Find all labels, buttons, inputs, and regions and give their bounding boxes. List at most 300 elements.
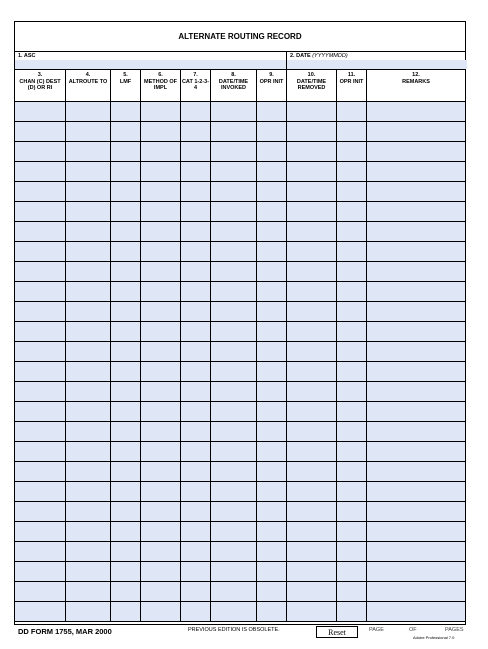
page-label: PAGE — [369, 627, 384, 633]
table-cell[interactable] — [337, 382, 367, 402]
table-cell[interactable] — [111, 322, 141, 342]
table-cell[interactable] — [66, 502, 111, 522]
column-number: 5. — [123, 72, 128, 78]
table-cell[interactable] — [211, 242, 257, 262]
table-cell[interactable] — [211, 122, 257, 142]
table-cell[interactable] — [141, 342, 181, 362]
routing-record-form — [14, 21, 466, 625]
table-cell[interactable] — [15, 322, 66, 342]
table-cell[interactable] — [66, 242, 111, 262]
table-cell[interactable] — [15, 122, 66, 142]
table-cell[interactable] — [141, 502, 181, 522]
table-cell[interactable] — [15, 542, 66, 562]
table-cell[interactable] — [211, 302, 257, 322]
table-cell[interactable] — [257, 602, 287, 622]
column-header-6 — [141, 70, 181, 102]
table-cell[interactable] — [257, 202, 287, 222]
table-cell[interactable] — [257, 182, 287, 202]
table-cell[interactable] — [111, 302, 141, 322]
table-cell[interactable] — [337, 182, 367, 202]
asc-label: 1. ASC — [18, 53, 36, 59]
table-cell[interactable] — [181, 602, 211, 622]
table-cell[interactable] — [337, 242, 367, 262]
table-cell[interactable] — [15, 402, 66, 422]
table-cell[interactable] — [257, 302, 287, 322]
table-cell[interactable] — [367, 142, 465, 162]
table-cell[interactable] — [111, 602, 141, 622]
column-number: 3. — [37, 72, 43, 78]
table-cell[interactable] — [287, 362, 337, 382]
table-cell[interactable] — [257, 222, 287, 242]
table-cell[interactable] — [367, 522, 465, 542]
table-cell[interactable] — [287, 482, 337, 502]
previous-edition-note: PREVIOUS EDITION IS OBSOLETE. — [188, 627, 280, 633]
table-cell[interactable] — [337, 602, 367, 622]
table-cell[interactable] — [337, 282, 367, 302]
table-cell[interactable] — [111, 122, 141, 142]
table-cell[interactable] — [287, 282, 337, 302]
table-cell[interactable] — [111, 482, 141, 502]
table-cell[interactable] — [287, 402, 337, 422]
date-label-text: 2. DATE — [290, 53, 311, 59]
table-cell[interactable] — [111, 362, 141, 382]
table-cell[interactable] — [66, 382, 111, 402]
table-cell[interactable] — [287, 162, 337, 182]
table-cell[interactable] — [111, 142, 141, 162]
table-cell[interactable] — [211, 162, 257, 182]
table-cell[interactable] — [337, 102, 367, 122]
table-cell[interactable] — [257, 102, 287, 122]
table-cell[interactable] — [111, 282, 141, 302]
table-cell[interactable] — [211, 282, 257, 302]
table-cell[interactable] — [141, 582, 181, 602]
table-cell[interactable] — [141, 182, 181, 202]
table-cell[interactable] — [337, 562, 367, 582]
table-cell[interactable] — [257, 422, 287, 442]
table-cell[interactable] — [337, 122, 367, 142]
table-cell[interactable] — [141, 442, 181, 462]
column-header-7 — [181, 70, 211, 102]
table-cell[interactable] — [111, 562, 141, 582]
table-cell[interactable] — [337, 222, 367, 242]
table-cell[interactable] — [15, 102, 66, 122]
table-cell[interactable] — [257, 342, 287, 362]
table-cell[interactable] — [211, 362, 257, 382]
table-cell[interactable] — [15, 342, 66, 362]
table-cell[interactable] — [111, 262, 141, 282]
table-cell[interactable] — [66, 202, 111, 222]
table-cell[interactable] — [337, 162, 367, 182]
table-cell[interactable] — [367, 562, 465, 582]
table-cell[interactable] — [337, 402, 367, 422]
table-cell[interactable] — [337, 322, 367, 342]
table-cell[interactable] — [211, 182, 257, 202]
table-cell[interactable] — [367, 282, 465, 302]
pages-label: PAGES — [445, 627, 464, 633]
table-cell[interactable] — [15, 222, 66, 242]
table-cell[interactable] — [367, 262, 465, 282]
table-cell[interactable] — [367, 122, 465, 142]
table-cell[interactable] — [66, 422, 111, 442]
table-cell[interactable] — [211, 262, 257, 282]
table-cell[interactable] — [141, 402, 181, 422]
table-cell[interactable] — [141, 302, 181, 322]
table-cell[interactable] — [257, 442, 287, 462]
table-cell[interactable] — [66, 562, 111, 582]
table-cell[interactable] — [337, 582, 367, 602]
table-cell[interactable] — [211, 462, 257, 482]
table-cell[interactable] — [181, 302, 211, 322]
table-cell[interactable] — [287, 122, 337, 142]
table-cell[interactable] — [111, 462, 141, 482]
column-number: 6. — [158, 72, 163, 78]
table-cell[interactable] — [66, 582, 111, 602]
table-cell[interactable] — [367, 342, 465, 362]
table-cell[interactable] — [337, 262, 367, 282]
table-cell[interactable] — [211, 382, 257, 402]
table-cell[interactable] — [337, 542, 367, 562]
table-cell[interactable] — [257, 522, 287, 542]
table-cell[interactable] — [211, 502, 257, 522]
asc-input[interactable] — [15, 60, 286, 69]
table-cell[interactable] — [257, 282, 287, 302]
table-cell[interactable] — [111, 422, 141, 442]
table-cell[interactable] — [141, 222, 181, 242]
table-cell[interactable] — [66, 482, 111, 502]
column-header-4 — [66, 70, 111, 102]
table-cell[interactable] — [15, 362, 66, 382]
table-cell[interactable] — [181, 322, 211, 342]
table-cell[interactable] — [66, 342, 111, 362]
table-cell[interactable] — [66, 462, 111, 482]
table-cell[interactable] — [15, 602, 66, 622]
column-number: 12. — [412, 72, 420, 78]
table-cell[interactable] — [141, 242, 181, 262]
table-cell[interactable] — [111, 162, 141, 182]
table-cell[interactable] — [111, 442, 141, 462]
column-number: 4. — [85, 72, 91, 78]
table-cell[interactable] — [367, 442, 465, 462]
table-cell[interactable] — [287, 422, 337, 442]
table-cell[interactable] — [257, 382, 287, 402]
table-cell[interactable] — [211, 102, 257, 122]
table-cell[interactable] — [257, 322, 287, 342]
table-cell[interactable] — [367, 482, 465, 502]
of-label: OF — [409, 627, 417, 633]
table-cell[interactable] — [111, 542, 141, 562]
table-cell[interactable] — [141, 562, 181, 582]
column-label: DATE/TIME REMOVED — [296, 78, 327, 91]
table-cell[interactable] — [367, 602, 465, 622]
table-cell[interactable] — [337, 422, 367, 442]
table-cell[interactable] — [287, 262, 337, 282]
column-header-8 — [211, 70, 257, 102]
table-cell[interactable] — [181, 262, 211, 282]
table-cell[interactable] — [15, 482, 66, 502]
table-cell[interactable] — [337, 482, 367, 502]
table-cell[interactable] — [257, 142, 287, 162]
table-cell[interactable] — [15, 262, 66, 282]
table-cell[interactable] — [66, 542, 111, 562]
table-cell[interactable] — [367, 462, 465, 482]
table-cell[interactable] — [367, 362, 465, 382]
table-cell[interactable] — [287, 462, 337, 482]
table-cell[interactable] — [141, 122, 181, 142]
table-cell[interactable] — [257, 162, 287, 182]
table-cell[interactable] — [66, 402, 111, 422]
table-cell[interactable] — [141, 322, 181, 342]
reset-button[interactable]: Reset — [316, 626, 358, 638]
table-cell[interactable] — [367, 542, 465, 562]
table-cell[interactable] — [111, 102, 141, 122]
table-cell[interactable] — [181, 442, 211, 462]
table-cell[interactable] — [111, 222, 141, 242]
table-cell[interactable] — [257, 482, 287, 502]
table-cell[interactable] — [15, 562, 66, 582]
table-cell[interactable] — [287, 142, 337, 162]
table-cell[interactable] — [287, 562, 337, 582]
table-cell[interactable] — [287, 102, 337, 122]
table-cell[interactable] — [111, 242, 141, 262]
column-number: 9. — [269, 72, 274, 78]
table-cell[interactable] — [66, 282, 111, 302]
table-cell[interactable] — [337, 142, 367, 162]
table-cell[interactable] — [257, 502, 287, 522]
table-cell[interactable] — [66, 262, 111, 282]
table-cell[interactable] — [15, 162, 66, 182]
column-number: 7. — [193, 72, 198, 78]
table-cell[interactable] — [181, 222, 211, 242]
table-cell[interactable] — [181, 242, 211, 262]
table-cell[interactable] — [141, 542, 181, 562]
table-cell[interactable] — [141, 422, 181, 442]
table-cell[interactable] — [367, 502, 465, 522]
table-cell[interactable] — [367, 242, 465, 262]
column-label: DATE/TIME INVOKED — [218, 78, 249, 91]
table-cell[interactable] — [181, 202, 211, 222]
table-cell[interactable] — [211, 402, 257, 422]
column-label: ALTROUTE TO — [68, 78, 108, 85]
table-cell[interactable] — [111, 342, 141, 362]
table-cell[interactable] — [141, 142, 181, 162]
table-cell[interactable] — [66, 522, 111, 542]
table-cell[interactable] — [15, 422, 66, 442]
table-cell[interactable] — [287, 602, 337, 622]
table-cell[interactable] — [337, 462, 367, 482]
column-label: OPR INIT — [339, 78, 364, 85]
table-cell[interactable] — [257, 562, 287, 582]
table-cell[interactable] — [141, 522, 181, 542]
table-cell[interactable] — [181, 102, 211, 122]
table-cell[interactable] — [367, 582, 465, 602]
table-cell[interactable] — [367, 162, 465, 182]
table-cell[interactable] — [141, 282, 181, 302]
table-cell[interactable] — [111, 582, 141, 602]
table-cell[interactable] — [181, 122, 211, 142]
table-cell[interactable] — [367, 402, 465, 422]
table-cell[interactable] — [111, 182, 141, 202]
column-header-3 — [15, 70, 66, 102]
table-cell[interactable] — [181, 162, 211, 182]
table-cell[interactable] — [211, 482, 257, 502]
table-cell[interactable] — [257, 462, 287, 482]
table-cell[interactable] — [287, 382, 337, 402]
column-header-10 — [287, 70, 337, 102]
table-cell[interactable] — [15, 522, 66, 542]
table-cell[interactable] — [66, 182, 111, 202]
table-cell[interactable] — [66, 302, 111, 322]
table-cell[interactable] — [66, 102, 111, 122]
table-cell[interactable] — [337, 442, 367, 462]
table-cell[interactable] — [181, 362, 211, 382]
table-cell[interactable] — [287, 322, 337, 342]
table-cell[interactable] — [66, 602, 111, 622]
table-cell[interactable] — [211, 562, 257, 582]
table-cell[interactable] — [367, 382, 465, 402]
form-footer — [0, 625, 488, 649]
table-cell[interactable] — [211, 582, 257, 602]
table-cell[interactable] — [181, 342, 211, 362]
table-cell[interactable] — [367, 322, 465, 342]
table-cell[interactable] — [287, 342, 337, 362]
table-cell[interactable] — [181, 522, 211, 542]
table-cell[interactable] — [181, 382, 211, 402]
table-cell[interactable] — [257, 402, 287, 422]
table-cell[interactable] — [367, 202, 465, 222]
table-cell[interactable] — [15, 202, 66, 222]
table-cell[interactable] — [337, 502, 367, 522]
table-cell[interactable] — [257, 582, 287, 602]
software-note: Adobe Professional 7.0 — [413, 635, 455, 640]
table-cell[interactable] — [181, 502, 211, 522]
table-cell[interactable] — [211, 322, 257, 342]
column-number: 10. — [307, 72, 316, 78]
table-cell[interactable] — [181, 182, 211, 202]
table-cell[interactable] — [337, 202, 367, 222]
table-cell[interactable] — [141, 362, 181, 382]
table-cell[interactable] — [181, 562, 211, 582]
table-cell[interactable] — [287, 582, 337, 602]
table-cell[interactable] — [287, 442, 337, 462]
column-label: METHOD OF IMPL — [144, 78, 177, 91]
table-cell[interactable] — [15, 242, 66, 262]
table-cell[interactable] — [111, 402, 141, 422]
table-cell[interactable] — [257, 242, 287, 262]
table-cell[interactable] — [211, 442, 257, 462]
table-cell[interactable] — [211, 422, 257, 442]
table-cell[interactable] — [211, 342, 257, 362]
date-format-hint: (YYYYMMDD) — [312, 53, 348, 59]
table-cell[interactable] — [287, 222, 337, 242]
date-input[interactable] — [287, 60, 467, 69]
table-cell[interactable] — [66, 322, 111, 342]
table-cell[interactable] — [211, 602, 257, 622]
column-number: 8. — [231, 72, 236, 78]
table-cell[interactable] — [257, 262, 287, 282]
table-cell[interactable] — [15, 282, 66, 302]
table-cell[interactable] — [287, 242, 337, 262]
table-cell[interactable] — [287, 502, 337, 522]
table-cell[interactable] — [181, 462, 211, 482]
table-cell[interactable] — [15, 442, 66, 462]
table-cell[interactable] — [211, 222, 257, 242]
table-cell[interactable] — [257, 122, 287, 142]
column-label: REMARKS — [402, 78, 430, 85]
table-cell[interactable] — [141, 602, 181, 622]
table-cell[interactable] — [141, 482, 181, 502]
table-cell[interactable] — [257, 542, 287, 562]
table-cell[interactable] — [66, 142, 111, 162]
column-label: CHAN (C) DEST (D) OR RI — [19, 78, 61, 91]
table-cell[interactable] — [287, 202, 337, 222]
table-cell[interactable] — [211, 522, 257, 542]
table-cell[interactable] — [181, 422, 211, 442]
table-cell[interactable] — [337, 522, 367, 542]
table-cell[interactable] — [141, 462, 181, 482]
table-cell[interactable] — [337, 342, 367, 362]
table-cell[interactable] — [211, 202, 257, 222]
table-cell[interactable] — [181, 142, 211, 162]
asc-field — [15, 52, 287, 69]
table-cell[interactable] — [111, 502, 141, 522]
table-cell[interactable] — [181, 282, 211, 302]
table-cell[interactable] — [66, 162, 111, 182]
table-cell[interactable] — [15, 502, 66, 522]
column-label: CAT 1-2-3-4 — [181, 78, 210, 91]
table-cell[interactable] — [181, 542, 211, 562]
table-cell[interactable] — [287, 182, 337, 202]
table-cell[interactable] — [15, 142, 66, 162]
table-cell[interactable] — [111, 522, 141, 542]
table-cell[interactable] — [141, 382, 181, 402]
table-cell[interactable] — [66, 362, 111, 382]
table-cell[interactable] — [211, 542, 257, 562]
table-cell[interactable] — [181, 582, 211, 602]
table-cell[interactable] — [66, 122, 111, 142]
table-cell[interactable] — [367, 222, 465, 242]
table-cell[interactable] — [111, 382, 141, 402]
table-cell[interactable] — [66, 222, 111, 242]
form-id: DD FORM 1755, MAR 2000 — [18, 627, 112, 636]
table-cell[interactable] — [257, 362, 287, 382]
form-title: ALTERNATE ROUTING RECORD — [15, 22, 465, 52]
table-cell[interactable] — [141, 102, 181, 122]
table-cell[interactable] — [141, 162, 181, 182]
table-cell[interactable] — [181, 402, 211, 422]
table-cell[interactable] — [66, 442, 111, 462]
table-cell[interactable] — [211, 142, 257, 162]
table-cell[interactable] — [367, 182, 465, 202]
table-cell[interactable] — [15, 182, 66, 202]
table-cell[interactable] — [141, 202, 181, 222]
table-cell[interactable] — [337, 302, 367, 322]
table-cell[interactable] — [141, 262, 181, 282]
table-cell[interactable] — [337, 362, 367, 382]
table-cell[interactable] — [367, 102, 465, 122]
date-label — [290, 53, 348, 59]
table-cell[interactable] — [15, 302, 66, 322]
table-cell[interactable] — [287, 302, 337, 322]
table-cell[interactable] — [111, 202, 141, 222]
table-cell[interactable] — [15, 582, 66, 602]
table-cell[interactable] — [367, 302, 465, 322]
table-cell[interactable] — [287, 542, 337, 562]
table-cell[interactable] — [367, 422, 465, 442]
table-cell[interactable] — [15, 382, 66, 402]
table-cell[interactable] — [15, 462, 66, 482]
table-cell[interactable] — [287, 522, 337, 542]
table-cell[interactable] — [181, 482, 211, 502]
